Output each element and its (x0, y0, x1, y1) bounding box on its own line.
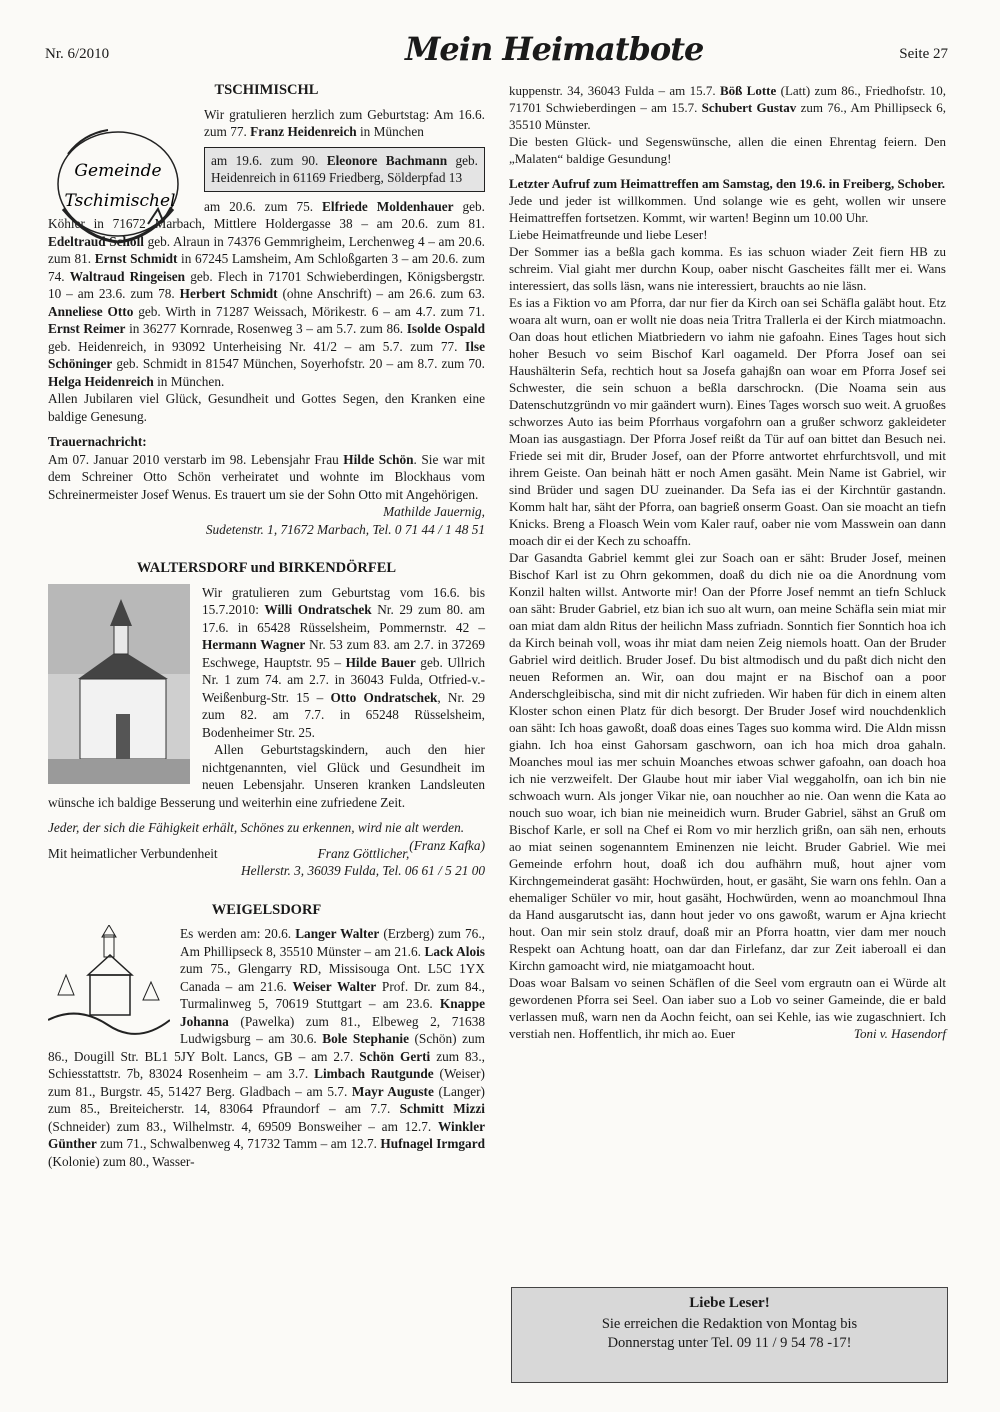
logo-line-1: Gemeinde (74, 161, 162, 181)
kafka-quote: Jeder, der sich die Fähigkeit erhält, Schönes zu erkennen, wird nie alt werden. (Franz Kafka) (48, 820, 485, 853)
highlight-box: am 19.6. zum 90. Eleonore Bachmann geb. Heidenreich in 61169 Friedberg, Sölderpfad 13 (204, 147, 485, 192)
contact-box-line-2: Donnerstag unter Tel. 09 11 / 9 54 78 -17! (607, 1335, 852, 1351)
tsch-signature-name: Mathilde Jauernig, (383, 504, 485, 519)
walt-birthdays: Wir gratulieren zum Geburtstag vom 16.6. bis 15.7.2010: Willi Ondratschek Nr. 29 zum 80. am 17.6. in 65428 Rüsselsheim, Pommernstr. 42 – Hermann Wagner Nr. 53 zum 83. am 2.7. in 37269 Eschwege, Hauptstr. 95 – Hilde Bauer geb. Ullrich Nr. 1 zum 74. am 2.7. in 36043 Fulda, Otfried-v.-Weißenburg-Str. 15 – Otto Ondratschek, Nr. 29 zum 82. am 7.7. in 65248 Rüsselsheim, Bodenheimer Str. 25. (202, 584, 485, 740)
reunion-call: Letzter Aufruf zum Heimattreffen am Samstag, den 19.6. in Freiberg, Schober. (509, 176, 946, 191)
contact-box-title: Liebe Leser! (689, 1295, 770, 1311)
dialect-intro: Der Sommer ias a beßla gach komma. Es ias schuon wiader Zeit fiern HB zu schreim. Vial giaht mer durchn Koup, oaber nischt Gascheites fällt mer ei. Wans interessiert, das solls läsn, wans nie interessiert, brauchts ao nie läsn. (509, 244, 946, 293)
section-title-waltersdorf: WALTERSDORF und BIRKENDÖRFEL (136, 560, 397, 576)
weig-birthdays: Es werden am: 20.6. Langer Walter (Erzberg) zum 76., Am Phillipseck 8, 35510 Münster – am 21.6. Lack Alois zum 75., Glengarry RD, Missisouga Ont. L5C 1YX Canada – am 21.6. Weiser Walter Prof. Dr. zum 84., Turmalinweg 5, 70619 Stuttgart – am 23.6. Knappe Johanna (Pawelka) zum 81., Elbeweg 2, 71638 Ludwigsburg – am 30.6. Bole Stephanie (Schön) zum 86., Dougill Str. BL1 5JY Bolt. Lancs, GB – am 2.7. Schön Gerti zum 83., Schiesstattstr. 7b, 83024 Rosenheim – am 3.7. Limbach Rautgunde (Weiser) zum 81., Burgstr. 45, 51427 Berg. Gladbach – am 5.7. Mayr Auguste (Langer) zum 85., Breiteicherstr. 14, 83064 Pfraundorf – am 7.7. Schmitt Mizzi (Schneider) zum 83., Wilhelmstr. 4, 69509 Bonsweiher – am 12.7. Winkler Günther zum 71., Schwalbenweg 4, 71732 Tamm – am 12.7. Hufnagel Irmgard (Kolonie) zum 80., Wasser- (48, 926, 486, 1169)
page-header (0, 0, 1000, 70)
walt-wishes: Allen Geburtstagskindern, auch den hier nichtgenannten, viel Glück und Gesundheit im neuen Lebensjahr. Unseren kranken Landsleuten wünsche ich baldige Besserung und weiterhin eine zufriedene Zeit. (48, 742, 485, 810)
gemeinde-tschimischel-logo (48, 114, 194, 254)
dialect-story-1: Es ias a Fiktion vo am Pforra, dar nur fier da Kirch oan sei Schäfla galäbt hout. Etz woara alt wurn, oan er wollt nie doas neia Tritra Trallerla ei der Kirch miatmoachn. Oan doas hout etlichen Miatbriedern vo iahm nie gafoahn. Eines Tages hout sich hoher Besuch vo seim Bischof Karl oagameld. Der Pforra Josef oan sei Haushälterin Sefa, rechtich hout sa Josefa gahajßn oan woar em Pforra Josef sei Schwester, die sein schuon a beßla darschrockn. (Die Noama sein aus Datenschutzgründn vo mir gaändert wurn). Eines Tages worsch suo weit. A gruoßes schworzes Auto ias beim Pforrhaus vorgafohrn oan a grußer schworz gakleideter Moan ias ausgastiagn. Der Pforra Josef reißt da Tür auf oan bittet dan Besuch nei. Friede sei mit dir, Bruder Josef, oan der Pforre antwortet ehrfurchtsvoll, und mit ihrem Geiste. Oan beinah hätt er noch Amen gasäht. Mein Name ist Gabriel, wir sind Brüder und sagen DU zueinander. Da Sefa ias ei der Kirchntür gastandn. Komm halt har, säht der Pforra, oan bagrieß onserm Goast. Oan sie moacht an tiefn Knicks. Breng a Floasch Wein vom Kaler rauf, oaber nie vom Masswein oan dann moach dir ei der Kech zu schoaffn. (509, 295, 946, 548)
masthead: Mein Heimatbote (405, 30, 704, 68)
editorial-contact-box (511, 1287, 948, 1383)
section-title-weigelsdorf: WEIGELSDORF (211, 901, 322, 918)
walt-regards: Mit heimatlicher Verbundenheit Franz Göttlicher, (48, 845, 410, 861)
page-number: Seite 27 (899, 46, 948, 62)
issue-number: Nr. 6/2010 (45, 46, 110, 62)
tsch-closing: Allen Jubilaren viel Glück, Gesundheit und Gottes Segen, den Kranken eine baldige Genesung. (48, 391, 485, 424)
contact-box-line-1: Sie erreichen die Redaktion von Montag bis (601, 1316, 858, 1332)
trauer-heading: Trauernachricht: (48, 434, 147, 449)
tsch-signature-address: Sudetenstr. 1, 71672 Marbach, Tel. 0 71 44 / 1 48 51 (205, 521, 485, 537)
reunion-text: Jede und jeder ist willkommen. Und solange wie es geht, wollen wir unsere Heimattreffen fortsetzen. Kommt, wir warten! Beginn um 10.00 Uhr. (509, 193, 946, 225)
tsch-intro: Wir gratulieren herzlich zum Geburtstag: Am 16.6. zum 77. Franz Heidenreich in München (204, 106, 485, 139)
section-title-tschimischl: TSCHIMISCHL (214, 82, 319, 98)
tsch-birthdays: am 20.6. zum 75. Elfriede Moldenhauer geb. Köhler in 71672 Marbach, Mittlere Holdergasse 38 – am 20.6. zum 81. Edeltraud Scholl geb. Alraun in 74376 Gemmrigheim, Lerchenweg 4 – am 20.6. zum 81. Ernst Schmidt in 67245 Lamsheim, Am Schloßgarten 3 – am 20.6. zum 74. Waltraud Ringeisen geb. Flech in 71701 Schwieberdingen, Königsbergstr. 10 – am 23.6. zum 78. Herbert Schmidt (ohne Anschrift) – am 26.6. zum 63. Anneliese Otto geb. Wirth in 71287 Weissach, Mörikestr. 6 – am 4.7. zum 71. Ernst Reimer in 36277 Kornrade, Rosenweg 3 – am 5.7. zum 86. Isolde Ospald geb. Heidenreich, in 93092 Unterheising Nr. 41/2 – am 5.7. zum 77. Ilse Schöninger geb. Schmidt in 81547 München, Soyerhofstr. 20 – am 8.7. zum 70. Helga Heidenreich in München. (48, 198, 485, 389)
dialect-story-3: Doas woar Balsam vo seinen Schäflen of die Seel vom ergrautn oan ei Würde alt gewordenen Pforra sei Seel. Oan iaber suo a Lob vo seiner Gameinde, die er bald verlassen muß, warn nen da Aochn feicht, oan sei Kehle, ias wie zugaschniert. Ich verstiah nen. Hoffentlich, ihr mich ao. Euer Toni v. Hasendorf (509, 975, 946, 1041)
village-sketch (48, 925, 170, 1043)
logo-line-2: Tschimischel (64, 191, 176, 211)
right-column (509, 82, 946, 1042)
walt-signature-address: Hellerstr. 3, 36039 Fulda, Tel. 06 61 / 5 21 00 (240, 863, 485, 878)
weig-wishes: Die besten Glück- und Segenswünsche, allen die einen Ehrentag feiern. Den „Malaten“ baldige Gesundung! (509, 134, 946, 166)
greeting: Liebe Heimatfreunde und liebe Leser! (509, 227, 708, 242)
dialect-story-2: Dar Gasandta Gabriel kemmt glei zur Soach oan er säht: Bruder Josef, meinen Bischof Karl ist zu Ohrn gekommen, doaß du dich nie oa die Anordnung vom Konzil halten willst. Antworte mir! Oan der Pforre Josef nemmt an tiefn Schluck oan säht: Bruder Gabriel, etz bian ich suo alt wurn, oan meine Schäfla sein miat mir oan miat dam aldn Ritus der heilichn Mass zufriadn. Sonntich fier Sonntich hoa ich da Kirch beinah voll, woas ihr miat dam neien Zeig niemols hoatt. Oan der Bruder Gabriel wird deitlich. Bruder Josef. Du bist altmodisch und du paßt dich nicht den neuen Reformen an. Wir, oan dou majnt er na Bischof oan a poor Anderschgleibischa, sind mit dir nicht zufrieden. Wir haben für dich in einem alten Kloster schon einen Platz für dich besorgt. Der Bruder Josef wird nouchdenklich oan säht: Ich hoas gawoßt, doaß doas eines Tages suo komma wird. Die Aldn missn giahn. Ich hoa einst Gahorsam gaschworn, oan ich hoa mich droa gahaln. Moanches moul ias mer schuin Moanches etwoas schwer gafoahn, oan doach hoa ich nie verzweifelt. Der Glaube hout mir iaber Vial weggaholfn, oan ich bin nie schwoach wurn. Als jonger Vikar nie, oan nouchher ao nie. Oan wenn die Kata ao nouch suo woar, ich bian nie meineidich wurn. Bruder Gabriel, sähst an Gruß om Bischof Karle, er soll na Chef ei Rom vo mir herzlich grißn, oan säh nen, erhouts ao miat seinen sogenanntem Eminenzen nie leicht. Bruder Gabriel. Wie mei Gemeinde erfohrn hout, doaß ich dou aufhährn muß, hout ajner vom Kirchngemeinderat gasäht: Hochwürden, hout, er gasäht, Sie warn ons fehln. Oan a ehemaliger Schüler vo mir, hout gasäht, Hochwürden, wenn ao moanchmoul Ihna da Hand ausgarutscht ias, dann hout jeder vo ons gawoßt, warum er Ajna kriecht hout. Oan mir sein stolz drauf, doaß mir an Pforra hoattn, vier dam mer nouch Respekt oan Achtung hoatt, oan dar dan Firlefanz, dar zur Zeit iaberoall ei dan Kirchn gamoacht wird, nie miatgamoacht hout. (509, 550, 946, 973)
left-column (48, 82, 485, 1170)
weig-continued: kuppenstr. 34, 36043 Fulda – am 15.7. Böß Lotte (Latt) zum 86., Friedhofstr. 10, 71701 Schwieberdingen – am 15.7. Schubert Gustav zum 76., Am Phillipseck 6, 35510 Münster. (509, 83, 947, 132)
trauer-text: Am 07. Januar 2010 verstarb im 98. Lebensjahr Frau Hilde Schön. Sie war mit dem Schreiner Otto Schön verheiratet und wohnte im Blockhaus vom Schreinermeister Josef Wenus. Es trauert um sie der Sohn Otto mit Angehörigen. (48, 451, 485, 502)
church-photo (48, 584, 190, 784)
